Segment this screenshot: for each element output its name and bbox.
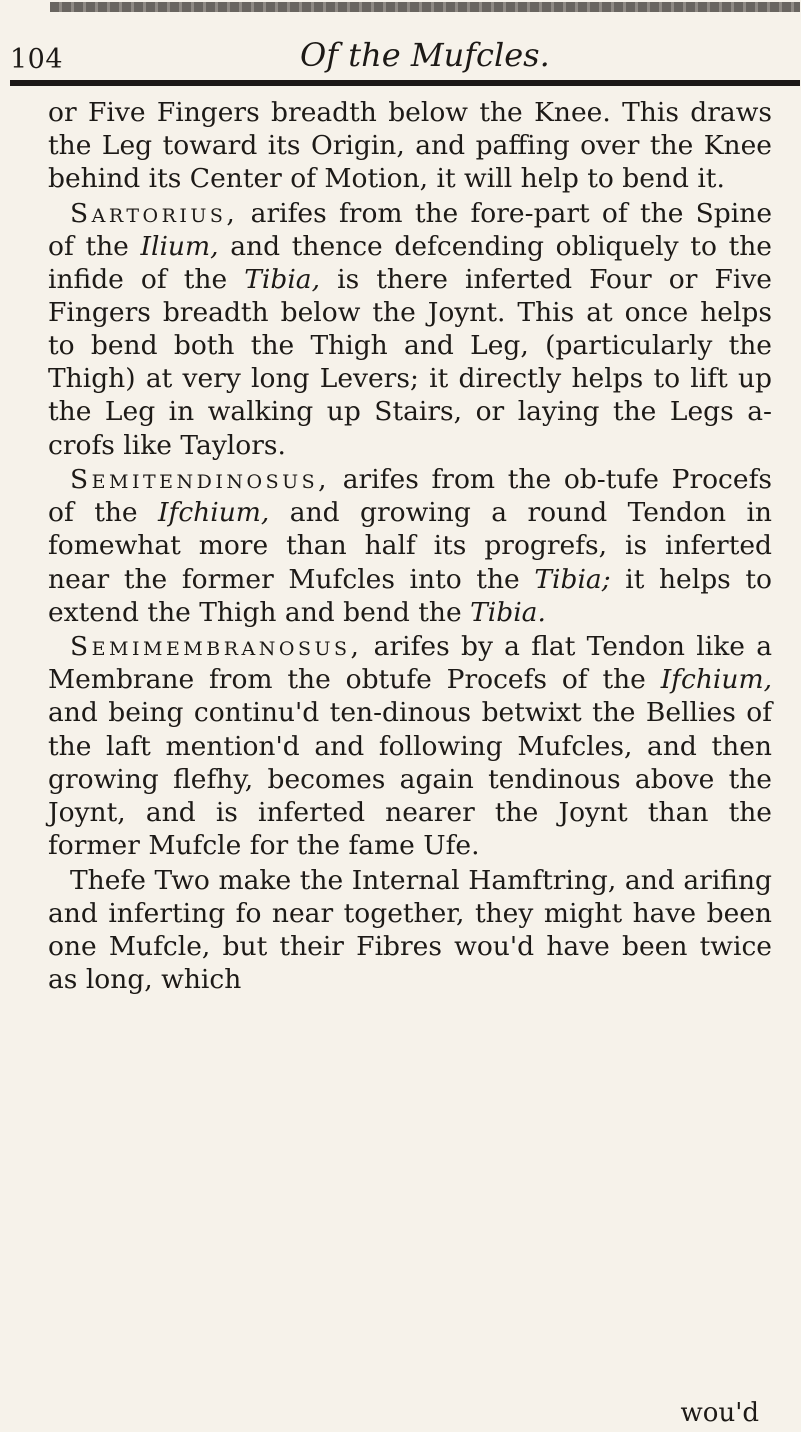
latin-term: Tibia, bbox=[244, 264, 321, 296]
latin-term: Ifchium, bbox=[158, 497, 270, 529]
paragraph-text: is there inferted Four or Five Fingers breadth below the Joynt. This at once helps to bend both the Thigh and Leg, (particularly the Thigh) at very long Levers; it directly helps to lift up the Leg in walking up Stairs, or laying the Legs a-crofs like Taylors. bbox=[48, 264, 772, 461]
paragraph-text: and growing a round Tendon in fomewhat more than half its progrefs, is inferted near the former Mufcles into the bbox=[48, 497, 772, 595]
paragraph-continuation bbox=[48, 96, 772, 195]
paragraph-hamstring bbox=[48, 864, 772, 996]
catchword: wou'd bbox=[680, 1398, 759, 1428]
paragraph-sartorius bbox=[48, 197, 772, 462]
page-header bbox=[0, 0, 801, 75]
page-number: 104 bbox=[10, 44, 64, 75]
muscle-name: Sartorius, bbox=[70, 197, 239, 229]
paragraph-text: arifes from the ob-tufe Procefs of the bbox=[48, 464, 772, 529]
muscle-name: Semimembranosus, bbox=[70, 631, 363, 663]
running-head: Of the Mufcles. bbox=[300, 36, 550, 74]
paragraph-text: Thefe Two make the Internal Hamftring, and arifing and inferting fo near together, they might have been one Mufcle, but their Fibres wou'd have been twice as long, which bbox=[48, 864, 772, 995]
paragraph-text: or Five Fingers breadth below the Knee. This draws the Leg toward its Origin, and paffing over the Knee behind its Center of Motion, it will help to bend it. bbox=[48, 97, 772, 195]
latin-term: Tibia; bbox=[534, 563, 611, 595]
paragraph-semimembranosus bbox=[48, 630, 772, 862]
latin-term: Tibia. bbox=[470, 596, 546, 628]
latin-term: Ilium, bbox=[140, 230, 219, 262]
header-rule bbox=[10, 80, 800, 86]
paragraph-text: it helps to extend the Thigh and bend the bbox=[48, 563, 772, 628]
paragraph-text: and thence defcending obliquely to the infide of the bbox=[48, 230, 772, 296]
paragraph-text: arifes from the fore-part of the Spine of the bbox=[48, 197, 772, 262]
muscle-name: Semitendinosus, bbox=[70, 464, 331, 496]
paragraph-semitendinosus bbox=[48, 463, 772, 628]
paragraph-text: and being continu'd ten-dinous betwixt the Bellies of the laft mention'd and following Mufcles, and then growing flefhy, becomes again tendinous above the Joynt, and is inferted nearer the Joynt than the former Mufcle for the fame Ufe. bbox=[48, 697, 772, 861]
body-text bbox=[48, 96, 772, 998]
latin-term: Ifchium, bbox=[660, 664, 772, 696]
header-ornament bbox=[50, 2, 800, 12]
paragraph-text: arifes by a flat Tendon like a Membrane from the obtufe Procefs of the bbox=[48, 631, 772, 696]
